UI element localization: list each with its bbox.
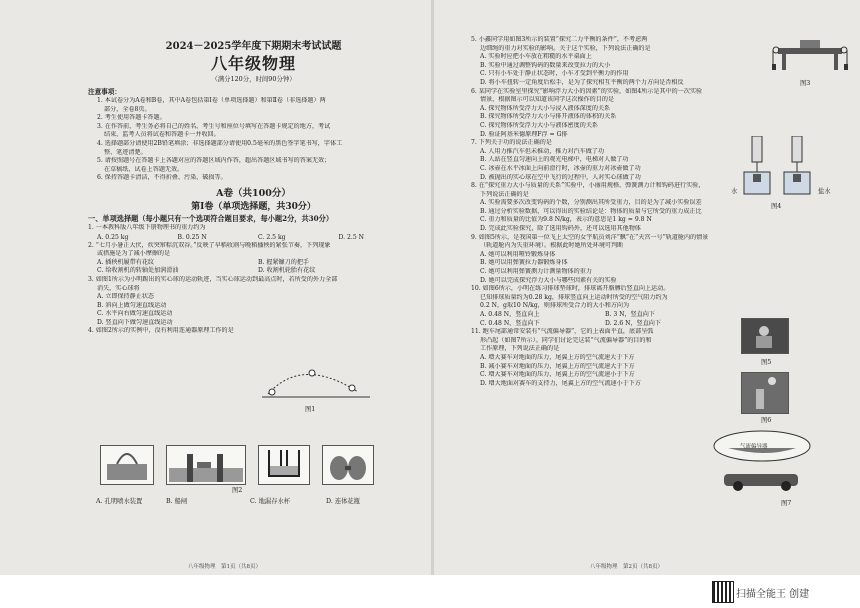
section-heading: 一、单项选择题（每小题只有一个选项符合题目要求，每小题2分，共30分） <box>88 213 334 223</box>
saltwater-label: 盐水 <box>818 188 831 195</box>
qr-code-icon <box>712 581 734 603</box>
figure-5-astronaut-photo <box>741 318 789 354</box>
question-5-stem: 边细绳的重力对实验的影响。关于这个实验，下列说法正确的是 <box>480 44 651 52</box>
left-page <box>0 0 433 575</box>
option: A. 立即保持静止状态 <box>97 293 155 301</box>
question-4-stem: 4. 如图2所示的实例中，没有利用连通器原理工作的是 <box>88 327 234 335</box>
scanner-watermark: 扫描全能王 创建 <box>736 589 810 600</box>
option: B. 3 N，竖直向下 <box>605 311 655 318</box>
figure-3-apparatus <box>772 34 848 74</box>
figure-1-caption: 图1 <box>305 406 316 413</box>
figure-6-volleyball-photo <box>741 372 789 414</box>
option: D. 完成此实验探究，除了选用钩码外，还可以选用其他物体 <box>480 225 641 233</box>
question-3-stem: 3. 如图1所示为小明踢出的实心球的运动轨迹，当实心球运动到最高点时，若所受的外力全部 <box>88 275 338 283</box>
figure-7-caption: 图7 <box>781 500 792 507</box>
question-8-stem: 8. 在“探究重力大小与质量的关系”实验中，小丽用规格、弹簧测力计和钩码进行实验， <box>471 182 705 190</box>
option: B. 斜向上做匀速直线运动 <box>97 301 167 309</box>
option: B. 通过分析实验数据，可以得出的实验结论是：物体的质量与它所受的重力成正比 <box>480 207 702 215</box>
water-label: 水 <box>731 188 738 195</box>
option: B. 她可以用弹簧拉力器锻炼身体 <box>480 259 568 267</box>
option: D. 2.5 N <box>338 233 365 241</box>
note-line: 1. 本试卷分为A卷和B卷，其中A卷包括第Ⅰ卷（单项选择题）和第Ⅱ卷（非选择题）两 <box>97 97 326 104</box>
option: A. 她可以利用哑铃锻炼身体 <box>480 250 556 258</box>
question-4-option: D. 连体花瓶 <box>326 498 361 505</box>
option: A. 人用力推汽车但未推动，推力对汽车做了功 <box>480 147 605 155</box>
option: D. 增大地面对赛车的支持力，尾翼上方的空气流速小于下方 <box>480 379 641 387</box>
question-11-stem: 形凸起（如图7所示）。同学们讨论完这装“气流偏导器”的目的和 <box>480 336 652 344</box>
figure-6-caption: 图6 <box>761 417 772 424</box>
floor-drain-icon <box>258 445 310 485</box>
exam-title: 2024－2025学年度下期期末考试试题 <box>165 41 342 52</box>
question-1-stem: 1. 一本教科版八年级下册物理书的重力约为 <box>88 223 206 231</box>
question-4-option: B. 船闸 <box>166 498 188 505</box>
question-9-stem: （轨道舱内为失重环境）。根据此时她所处环境可判断 <box>480 242 624 250</box>
option: B. 减小赛车对地面的压力，尾翼上方的空气流速大于下方 <box>480 362 635 370</box>
option: C. 只有小车处于静止状态时，小车才受到平衡力的作用 <box>480 70 629 78</box>
option: B. 握紧镰刀的把手 <box>258 258 310 266</box>
question-1-options <box>88 233 419 242</box>
note-line: 6. 保持答题卡清洁，不得折叠、污染、破损等。 <box>97 174 227 182</box>
question-4-option: C. 地漏存水杯 <box>250 498 291 505</box>
question-2-stem: 2. “七月小暑正大伏，炊突窜粽沉双谷。”反映了早稻收割与晚稻播秧的紧张节奏，下列现象 <box>88 241 331 249</box>
left-page-footer: 八年级物理 第1页（共8页） <box>188 564 261 570</box>
option: C. 水平向右做匀速直线运动 <box>97 310 173 318</box>
option: D. 竖直向下做匀速直线运动 <box>97 318 173 326</box>
question-11-stem: 11. 跑车尾部通常安装有“气流偏导器”，它的上表面平直，底部呈弧 <box>471 328 654 336</box>
option: D. 收割机轮胎有花纹 <box>258 267 316 275</box>
figure-3-caption: 图3 <box>800 80 811 87</box>
option: A. 插秧机履带有花纹 <box>97 258 155 266</box>
volume-heading: A卷（共100分） <box>216 187 291 199</box>
note-line: 3. 在作答前，考生务必将自己的姓名、考生号和座位号填写在答题卡规定的地方，考试 <box>97 122 331 130</box>
note-line: 整、笔迹清楚。 <box>104 148 147 156</box>
option: A. 实验时应把小车放在粗糙的水平桌面上 <box>480 53 592 61</box>
option: C. 给收割机的转轴处加润滑油 <box>97 267 179 275</box>
note-line: 部分，全卷8页。 <box>104 105 151 113</box>
option: C. 重力和质量的比值为9.8 N/kg，表示的意思是1 kg = 9.8 N <box>480 216 652 224</box>
question-4-option: A. 孔明喷水装置 <box>96 498 143 505</box>
option: B. 人站在竖直匀速向上的观光电梯中，电梯对人做了功 <box>480 156 629 164</box>
option: C. 增大赛车对地面的压力，尾翼上方的空气流速小于下方 <box>480 371 635 379</box>
question-6-stem: 情景，根据图示可以知道该同学这次操作的目的是 <box>480 96 615 104</box>
question-3-stem: 消失，实心球将 <box>97 284 140 292</box>
question-6-stem: 6. 某同学在实验室里探究“影响浮力大小的因素”的实验，如图4所示是其中的一次实验 <box>471 87 703 95</box>
option: C. 冰壶在水平冰面上向前滑行时，冰壶的重力对冰壶做了功 <box>480 164 641 172</box>
option: D. 被抛出的实心球在空中飞行的过程中，人对实心球做了功 <box>480 173 641 181</box>
note-line: 5. 请按照题号在答题卡上各题对应的答题区域内作答，超出答题区域书写的答案无效； <box>97 157 331 165</box>
question-10-options <box>471 311 730 328</box>
question-5-stem: 5. 小鑫同学用如图3所示的装置“探究二力平衡的条件”，不考虑两 <box>471 36 648 43</box>
figure-4-buoyancy <box>742 136 814 196</box>
question-10-stem: 10. 如图6所示，小明在练习排球垫球时，排球离开胳膊后竖直向上运动。 <box>471 285 670 293</box>
option: D. 她可以完成探究浮力大小与哪些因素有关的实验 <box>480 276 617 284</box>
figure-2-caption: 图2 <box>232 487 243 494</box>
notes-heading: 注意事项： <box>88 88 121 96</box>
right-page-footer: 八年级物理 第2页（共8页） <box>590 564 663 570</box>
figure-1-trajectory <box>262 362 370 402</box>
part-heading: 第Ⅰ卷（单项选择题，共30分） <box>191 201 316 212</box>
figure-4-caption: 图4 <box>771 203 782 210</box>
option: A. 0.25 kg <box>97 233 129 241</box>
option: D. 将小车扭转一定角度后松手，是为了探究相互平衡的两个力方向是否相反 <box>480 78 684 86</box>
subject-title: 八年级物理 <box>210 54 296 73</box>
option: B. 0.25 N <box>177 233 207 241</box>
spoiler-callout: 气流偏导器 <box>740 444 768 450</box>
question-8-stem: 下列说法正确的是 <box>480 190 529 198</box>
question-2-options <box>88 259 419 276</box>
option: C. 0.48 N，竖直向下 <box>480 319 540 327</box>
option: A. 增大赛车对地面的压力，尾翼上方的空气流速大于下方 <box>480 353 635 361</box>
figure-5-caption: 图5 <box>761 359 772 366</box>
option: C. 探究物体所受浮力大小与液体密度的关系 <box>480 121 599 129</box>
option: A. 实验需要多次改变钩码的个数，分别测出其所受重力，目的是为了减小实验误差 <box>480 199 702 207</box>
option: D. 验证阿基米德原理F浮 = G排 <box>480 130 568 138</box>
exam-meta: （满分120分，时间90分钟） <box>211 75 296 83</box>
option: A. 探究物体所受浮力大小与浸入液体深度的关系 <box>480 104 611 112</box>
question-10-stem: 0.2 N，g取10 N/kg，则排球所受合力的大小和方向为 <box>480 302 630 310</box>
option: B. 探究物体所受浮力大小与排开液体的体积的关系 <box>480 113 617 121</box>
option: B. 实验中通过调整钩码的数量来改变拉力的大小 <box>480 61 611 69</box>
note-line: 结束，监考人员将试卷和答题卡一并收回。 <box>104 131 220 139</box>
figure-7-race-car <box>706 428 818 494</box>
question-7-stem: 7. 下列关于功的说法正确的是 <box>471 139 552 147</box>
option: A. 0.48 N，竖直向上 <box>480 311 540 318</box>
option: C. 2.5 kg <box>258 233 286 241</box>
note-line: 4. 选择题部分请使用2B铅笔填涂；非选择题部分请使用0.5毫米的黑色签字笔书写，字体工 <box>97 139 343 147</box>
option: C. 她可以利用弹簧测力计测量物体的重力 <box>480 268 592 276</box>
ship-lock-icon <box>166 445 246 485</box>
note-line: 2. 考生使用答题卡答题。 <box>97 114 166 122</box>
question-9-stem: 9. 如图5所示，是我国第一位飞上太空的女宇航员刘洋“飘”在“天宫一号”轨道舱内的情景 <box>471 233 709 241</box>
option: D. 2.6 N，竖直向下 <box>605 319 661 327</box>
question-10-stem: 已知排球质量约为0.28 kg，排球竖直向上运动时所受的空气阻力约为 <box>480 293 668 301</box>
twin-vase-icon <box>322 445 374 485</box>
question-2-stem: 或措施是为了减小摩擦的是 <box>97 250 171 258</box>
note-line: 在草稿纸、试卷上答题无效。 <box>104 165 184 173</box>
question-11-stem: 工作原理，下列说法正确的是 <box>480 345 560 353</box>
fountain-icon <box>100 445 154 485</box>
